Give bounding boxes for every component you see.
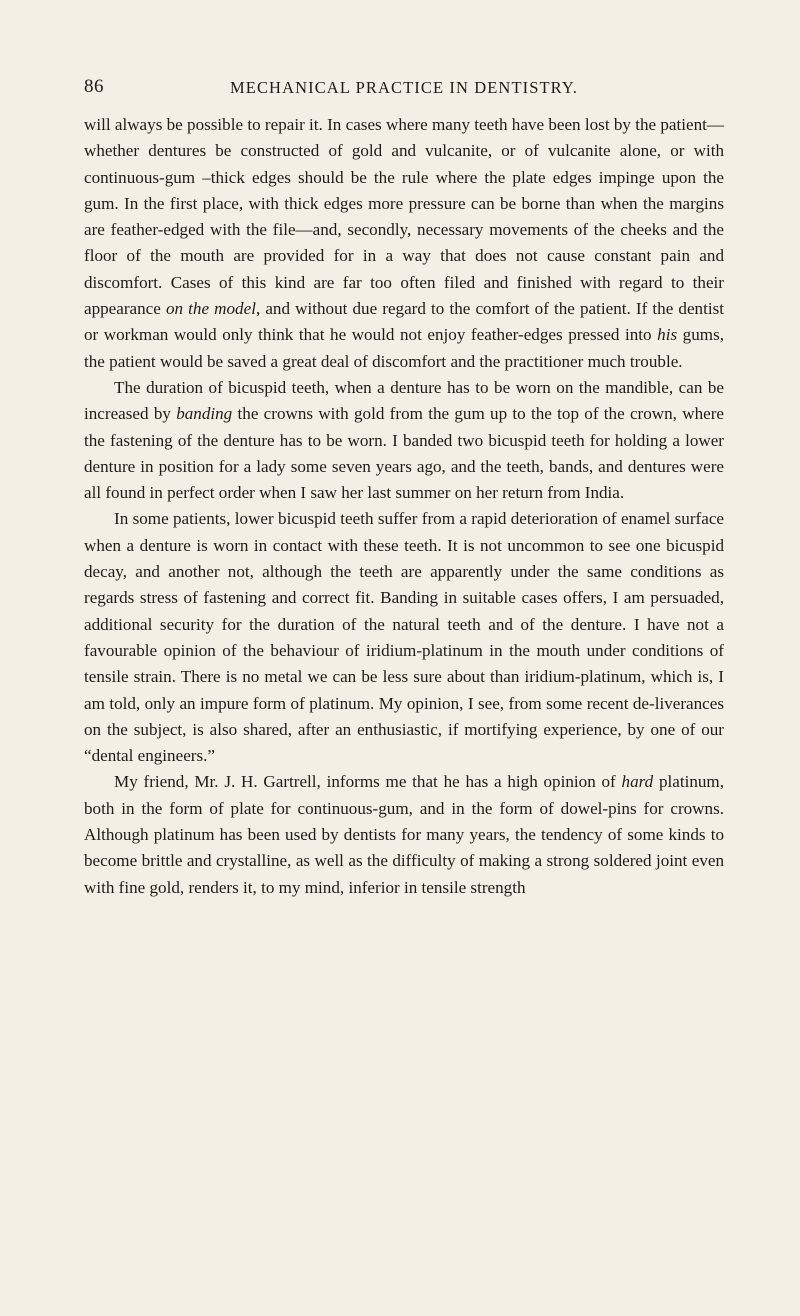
running-title: MECHANICAL PRACTICE IN DENTISTRY. (230, 78, 578, 97)
paragraph-1-text-c: gums, the patient would be saved a great deal of discomfort and the practitioner much trouble. (84, 325, 724, 371)
paragraph-2 (84, 375, 724, 506)
paragraph-3 (84, 506, 724, 769)
page-number: 86 (84, 76, 104, 97)
body-text (84, 112, 724, 901)
paragraph-3-text: In some patients, lower bicuspid teeth suffer from a rapid deterioration of enamel surface when a denture is worn in contact with these teeth. It is not uncommon to see one bicuspid decay, and another not, although the teeth are apparently under the same conditions as regards stress of fastening and correct fit. Banding in suitable cases offers, I am persuaded, additional security for the duration of the natural teeth and of the denture. I have not a favourable opinion of the behaviour of iridium-platinum in the mouth under conditions of tensile strain. There is no metal we can be less sure about than iridium-platinum, which is, I am told, only an impure form of platinum. My opinion, I see, from some recent de-liverances on the subject, is also shared, after an enthusiastic, if mortifying experience, by one of our “dental engineers.” (84, 509, 724, 766)
paragraph-1-text-a: will always be possible to repair it. In cases where many teeth have been lost by the patient—whether dentures be constructed of gold and vulcanite, or of vulcanite alone, or with continuous-gum –thick edges should be the rule where the plate edges impinge upon the gum. In the first place, with thick edges more pressure can be borne than when the margins are feather-edged with the file—and, secondly, necessary movements of the cheeks and the floor of the mouth are provided for in a way that does not cause constant pain and discomfort. Cases of this kind are far too often filed and finished with regard to their appearance (84, 115, 724, 319)
paragraph-1-text-b: , and without due regard to the comfort of the patient. If the dentist or workman would only think that he would not enjoy feather-edges pressed into (84, 299, 724, 345)
paragraph-1-italic-2: his (657, 325, 678, 345)
paragraph-1 (84, 112, 724, 375)
book-page (84, 72, 724, 901)
paragraph-1-italic-1: on the model (165, 299, 256, 319)
page-header (84, 72, 724, 106)
paragraph-2-text-a: The duration of bicuspid teeth, when a denture has to be worn on the mandible, can be increased by (84, 377, 724, 424)
paragraph-4-text-a: My friend, Mr. J. H. Gartrell, informs me that he has a high opinion of (114, 772, 622, 792)
paragraph-2-text-b: the crowns with gold from the gum up to the top of the crown, where the fastening of the denture has to be worn. I banded two bicuspid teeth for holding a lower denture in position for a lady some seven years ago, and the teeth, bands, and dentures were all found in perfect order when I saw her last summer on her return from India. (84, 404, 724, 503)
paragraph-4 (84, 769, 724, 900)
paragraph-4-text-b: platinum, both in the form of plate for continuous-gum, and in the form of dowel-pins for crowns. Although platinum has been used by dentists for many years, the tendency of some kinds to become brittle and crystalline, as well as the difficulty of making a strong soldered joint even with fine gold, renders it, to my mind, inferior in tensile strength (84, 772, 724, 897)
paragraph-4-italic-1: hard (621, 772, 654, 792)
paragraph-2-italic-1: banding (176, 404, 233, 424)
